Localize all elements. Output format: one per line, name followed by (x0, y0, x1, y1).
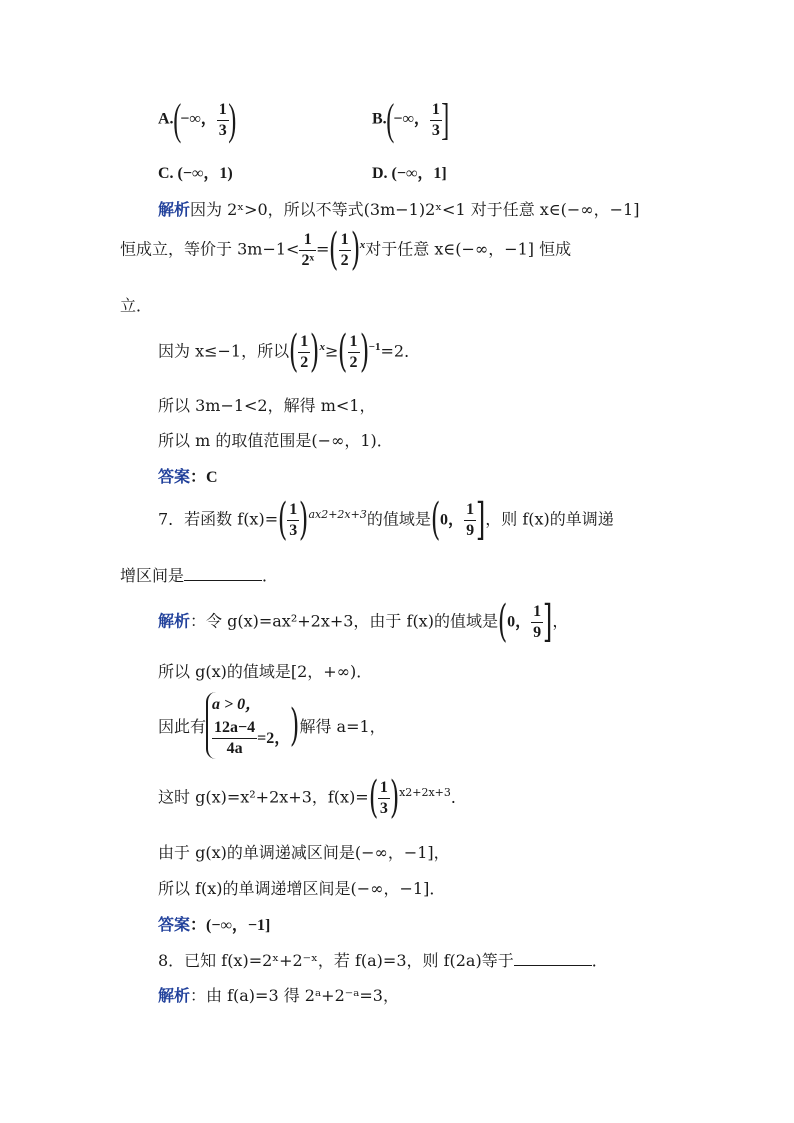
option-b-numerator: 1 (430, 100, 442, 121)
q7-sol4-left-paren: ( (368, 772, 379, 823)
q7-sol-text-4b: ． (450, 787, 467, 807)
q7-sol-text-3a: 因此有 (158, 717, 207, 736)
q7-sol-den: 9 (533, 623, 542, 641)
q7-sol4-right-paren: ) (389, 772, 400, 823)
q7-solution-line-3 (158, 692, 386, 766)
q6-line4-fraction-2 (348, 332, 360, 373)
q7-answer-value: ：(−∞，−1] (190, 917, 271, 934)
q7-system-num: 12a−4 (212, 718, 257, 739)
q7-text-2-end: ． (262, 566, 279, 585)
q6-line4-left-paren-1: ( (288, 326, 299, 377)
option-b-fraction (430, 100, 442, 141)
q6-fraction-half (339, 230, 351, 271)
option-a-numerator: 1 (217, 100, 229, 121)
q6-answer-value: ：C (190, 469, 218, 486)
q6-line4-num-2: 1 (348, 332, 360, 353)
q7-text-2: 增区间是 (120, 566, 185, 585)
q7-text-1b: 的值域是 (366, 509, 431, 529)
q7-range-fraction (464, 500, 476, 541)
q6-line4-left-paren-2: ( (338, 326, 348, 377)
q7-answer (158, 912, 270, 935)
option-b-text: −∞， (393, 110, 430, 128)
q7-sol4-exponent: x2+2x+3 (399, 786, 451, 800)
q7-text-1c: ，则 f(x)的单调递 (485, 509, 614, 529)
q8-solution-label: 解析 (158, 986, 191, 1005)
q7-range-num: 1 (464, 500, 476, 521)
option-a-text: −∞， (180, 110, 217, 128)
q7-system-row-1: a > 0， (212, 696, 262, 713)
q7-system-fraction (212, 718, 257, 759)
q7-range-left-paren: ( (430, 494, 441, 545)
q7-equation-system (206, 692, 290, 759)
q6-text-4b: =2． (380, 341, 421, 361)
q6-line4-exp-1: x (319, 341, 325, 354)
option-a (158, 95, 237, 148)
q7-sol-text-1b: ， (552, 611, 569, 631)
q7-sol-left-paren: ( (497, 596, 508, 647)
q6-fraction-num: 1 (299, 230, 316, 251)
q7-sol-text-4a: 这时 g(x)=x²+2x+3，f(x)= (158, 787, 369, 807)
q7-exponent: ax2+2x+3 (308, 508, 367, 522)
q7-third-num: 1 (287, 500, 299, 521)
q6-line4-ge: ≥ (324, 341, 339, 361)
q6-text-2c: 对于任意 x∈(−∞，−1] 恒成 (365, 239, 572, 259)
q7-solution-line-4 (158, 772, 467, 824)
q7-sol4-num: 1 (378, 778, 390, 799)
q6-solution-text-1: 因为 2ˣ>0，所以不等式(3m−1)2ˣ<1 对于任意 x∈(−∞，−1] (190, 200, 640, 219)
q7-sol-lead: 0， (507, 613, 532, 631)
q6-line4-fraction-1 (298, 332, 310, 373)
q6-line4-right-paren-1: ) (310, 326, 320, 377)
q7-sol-text-3b: 解得 a=1， (299, 717, 386, 736)
option-a-right-bracket: ) (228, 95, 237, 144)
q7-solution-line-1 (158, 596, 569, 648)
q6-solution-line-3: 立． (120, 296, 153, 315)
q6-fraction-den: 2ˣ (301, 251, 315, 269)
option-a-denominator: 3 (218, 121, 227, 139)
q6-text-4a: 因为 x≤−1，所以 (158, 341, 290, 361)
option-d: D. (−∞，1] (372, 165, 447, 182)
q7-fraction-third (287, 500, 299, 541)
q7-answer-label: 答案 (158, 915, 191, 934)
q7-right-paren: ) (299, 494, 309, 545)
q7-answer-blank (184, 566, 262, 581)
option-b (372, 95, 450, 148)
q7-sol-fraction (531, 602, 543, 643)
option-b-denominator: 3 (431, 121, 440, 139)
q6-text-2a: 恒成立，等价于 3m−1< (120, 239, 300, 259)
q7-solution-line-6: 所以 f(x)的单调递增区间是(−∞，−1]． (158, 879, 446, 898)
q6-solution-line-2 (120, 224, 572, 276)
q6-line4-den-2: 2 (349, 353, 358, 371)
q7-solution-label: 解析 (158, 611, 191, 631)
q7-sol-num: 1 (531, 602, 543, 623)
q6-answer (158, 464, 218, 487)
option-b-right-bracket: ] (441, 95, 450, 144)
q8-text-end: ． (591, 951, 608, 970)
q7-sol4-den: 3 (379, 799, 388, 817)
q7-system-row-2 (212, 718, 290, 759)
q6-solution-line-1 (158, 197, 639, 220)
q7-sol-right-bracket: ] (543, 596, 553, 647)
q6-solution-line-5: 所以 3m−1<2，解得 m<1， (158, 396, 376, 415)
q7-sol4-fraction (378, 778, 390, 819)
q7-question-line-2 (120, 563, 278, 586)
q6-fraction-1-over-2x (299, 230, 316, 271)
option-a-label: A. (158, 110, 174, 128)
q7-system-right-paren: ) (290, 699, 300, 751)
q6-solution-line-6: 所以 m 的取值范围是(−∞，1)． (158, 431, 393, 450)
q7-left-paren: ( (277, 494, 288, 545)
option-c: C. (−∞，1) (158, 165, 233, 182)
q7-system-row-2-tail: =2， (257, 730, 291, 747)
q7-range-den: 9 (466, 521, 475, 539)
q6-answer-label: 答案 (158, 467, 191, 486)
q7-question-line-1 (158, 494, 614, 546)
q8-question (158, 948, 608, 971)
q8-answer-blank (514, 951, 592, 966)
q6-equals: = (316, 239, 330, 259)
q6-line4-num-1: 1 (298, 332, 310, 353)
q7-range-right-bracket: ] (475, 494, 486, 545)
q6-exponent-x: x (359, 239, 366, 252)
q6-solution-line-4 (158, 326, 421, 378)
q6-half-num: 1 (339, 230, 351, 251)
q7-range-lead: 0， (440, 511, 465, 529)
q8-solution-line-1 (158, 983, 399, 1006)
option-a-left-bracket: ( (172, 95, 181, 144)
q7-solution-line-2: 所以 g(x)的值域是[2，+∞)． (158, 662, 373, 681)
option-b-label: B. (372, 110, 387, 128)
q6-line4-right-paren-2: ) (359, 326, 369, 377)
q6-right-paren: ) (350, 224, 360, 275)
q6-solution-label: 解析 (158, 200, 191, 219)
q7-text-1a: 7．若函数 f(x)= (158, 509, 279, 529)
q8-sol-text-1: ：由 f(a)=3 得 2ᵃ+2⁻ᵃ=3， (190, 986, 399, 1005)
option-b-left-bracket: ( (385, 95, 395, 144)
q6-half-den: 2 (340, 251, 349, 269)
option-a-fraction (217, 100, 229, 141)
q7-system-den: 4a (226, 740, 243, 757)
q7-third-den: 3 (289, 521, 298, 539)
q6-line4-exp-2: −1 (368, 341, 381, 354)
q8-text: 8．已知 f(x)=2ˣ+2⁻ˣ，若 f(a)=3，则 f(2a)等于 (158, 951, 514, 970)
q6-line4-den-1: 2 (300, 353, 309, 371)
q7-sol-text-1a: ：令 g(x)=ax²+2x+3，由于 f(x)的值域是 (190, 611, 498, 631)
q6-left-paren: ( (329, 224, 339, 275)
q7-solution-line-5: 由于 g(x)的单调递减区间是(−∞，−1]， (158, 843, 450, 862)
